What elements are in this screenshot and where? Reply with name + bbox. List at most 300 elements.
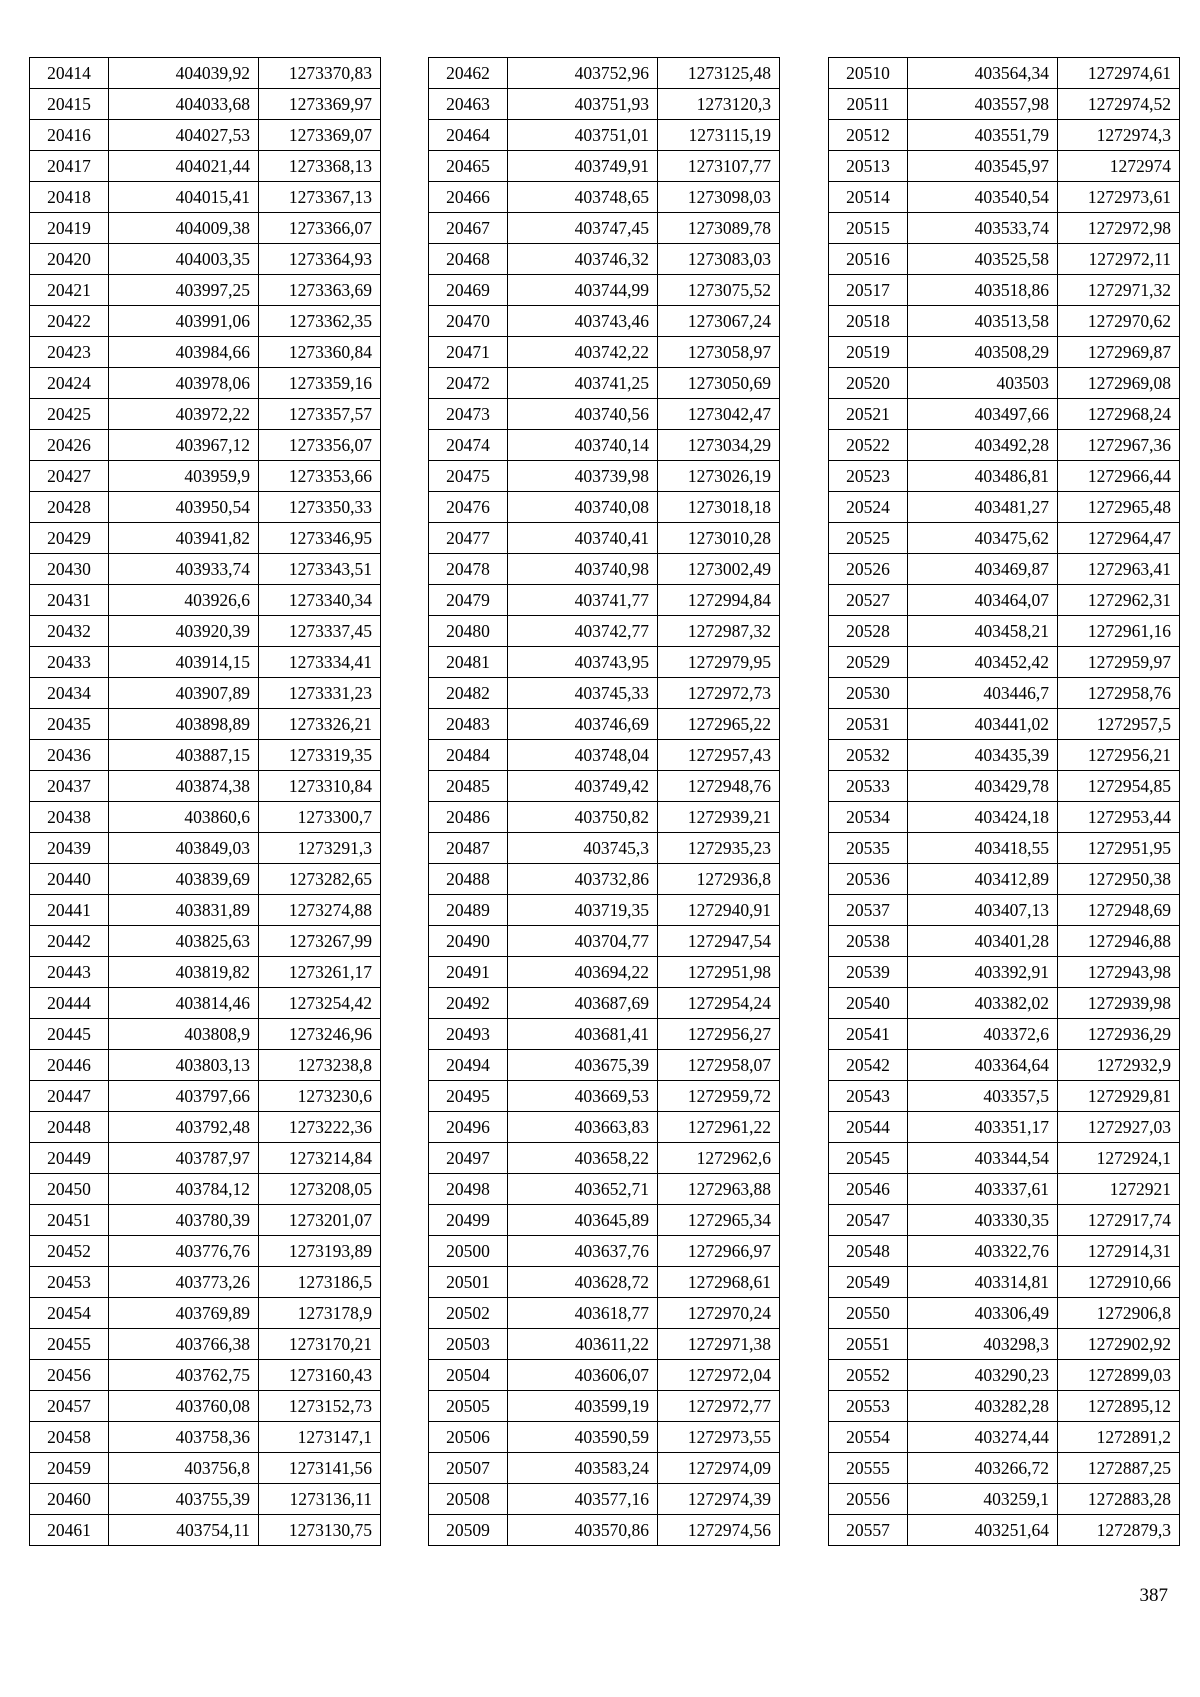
x-coordinate-cell: 403282,28 [908, 1391, 1058, 1422]
x-coordinate-cell: 403920,39 [109, 616, 259, 647]
x-coordinate-cell: 403663,83 [508, 1112, 658, 1143]
table-row [30, 678, 381, 709]
x-coordinate-cell: 404027,53 [109, 120, 259, 151]
y-coordinate-cell: 1273254,42 [259, 988, 381, 1019]
table-row [829, 957, 1180, 988]
y-coordinate-cell: 1273010,28 [658, 523, 780, 554]
point-number-cell: 20452 [30, 1236, 109, 1267]
x-coordinate-cell: 403508,29 [908, 337, 1058, 368]
table-row [429, 1205, 780, 1236]
table-row [429, 306, 780, 337]
point-number-cell: 20520 [829, 368, 908, 399]
y-coordinate-cell: 1273222,36 [259, 1112, 381, 1143]
y-coordinate-cell: 1273058,97 [658, 337, 780, 368]
table-row [829, 1391, 1180, 1422]
point-number-cell: 20545 [829, 1143, 908, 1174]
x-coordinate-cell: 403898,89 [109, 709, 259, 740]
point-number-cell: 20443 [30, 957, 109, 988]
y-coordinate-cell: 1272932,9 [1058, 1050, 1180, 1081]
table-row [429, 1081, 780, 1112]
y-coordinate-cell: 1273246,96 [259, 1019, 381, 1050]
y-coordinate-cell: 1272902,92 [1058, 1329, 1180, 1360]
y-coordinate-cell: 1273340,34 [259, 585, 381, 616]
y-coordinate-cell: 1273343,51 [259, 554, 381, 585]
y-coordinate-cell: 1273098,03 [658, 182, 780, 213]
x-coordinate-cell: 403740,56 [508, 399, 658, 430]
point-number-cell: 20438 [30, 802, 109, 833]
point-number-cell: 20515 [829, 213, 908, 244]
coordinate-table-2 [428, 57, 780, 1546]
x-coordinate-cell: 403744,99 [508, 275, 658, 306]
point-number-cell: 20524 [829, 492, 908, 523]
point-number-cell: 20494 [429, 1050, 508, 1081]
x-coordinate-cell: 403743,95 [508, 647, 658, 678]
table-row [429, 368, 780, 399]
table-row [829, 492, 1180, 523]
table-row [429, 926, 780, 957]
table-row [429, 771, 780, 802]
table-row [829, 461, 1180, 492]
y-coordinate-cell: 1273337,45 [259, 616, 381, 647]
x-coordinate-cell: 403743,46 [508, 306, 658, 337]
table-row [829, 988, 1180, 1019]
table-row [30, 740, 381, 771]
point-number-cell: 20550 [829, 1298, 908, 1329]
table-row [429, 1236, 780, 1267]
x-coordinate-cell: 403747,45 [508, 213, 658, 244]
x-coordinate-cell: 403513,58 [908, 306, 1058, 337]
y-coordinate-cell: 1272936,8 [658, 864, 780, 895]
x-coordinate-cell: 403577,16 [508, 1484, 658, 1515]
y-coordinate-cell: 1272953,44 [1058, 802, 1180, 833]
y-coordinate-cell: 1273359,16 [259, 368, 381, 399]
table-row [829, 306, 1180, 337]
table-row [429, 1019, 780, 1050]
x-coordinate-cell: 403887,15 [109, 740, 259, 771]
x-coordinate-cell: 403814,46 [109, 988, 259, 1019]
x-coordinate-cell: 403950,54 [109, 492, 259, 523]
x-coordinate-cell: 403429,78 [908, 771, 1058, 802]
x-coordinate-cell: 403831,89 [109, 895, 259, 926]
point-number-cell: 20417 [30, 151, 109, 182]
x-coordinate-cell: 403464,07 [908, 585, 1058, 616]
table-row [429, 554, 780, 585]
x-coordinate-cell: 403758,36 [109, 1422, 259, 1453]
point-number-cell: 20457 [30, 1391, 109, 1422]
point-number-cell: 20554 [829, 1422, 908, 1453]
x-coordinate-cell: 403746,32 [508, 244, 658, 275]
point-number-cell: 20528 [829, 616, 908, 647]
point-number-cell: 20482 [429, 678, 508, 709]
table-row [429, 461, 780, 492]
x-coordinate-cell: 403719,35 [508, 895, 658, 926]
x-coordinate-cell: 403766,38 [109, 1329, 259, 1360]
table-row [829, 802, 1180, 833]
x-coordinate-cell: 403755,39 [109, 1484, 259, 1515]
y-coordinate-cell: 1273170,21 [259, 1329, 381, 1360]
x-coordinate-cell: 403849,03 [109, 833, 259, 864]
x-coordinate-cell: 403959,9 [109, 461, 259, 492]
x-coordinate-cell: 403344,54 [908, 1143, 1058, 1174]
table-row [30, 1422, 381, 1453]
point-number-cell: 20487 [429, 833, 508, 864]
x-coordinate-cell: 403808,9 [109, 1019, 259, 1050]
y-coordinate-cell: 1273075,52 [658, 275, 780, 306]
table-row [30, 1112, 381, 1143]
point-number-cell: 20526 [829, 554, 908, 585]
point-number-cell: 20519 [829, 337, 908, 368]
point-number-cell: 20556 [829, 1484, 908, 1515]
y-coordinate-cell: 1273267,99 [259, 926, 381, 957]
y-coordinate-cell: 1273208,05 [259, 1174, 381, 1205]
table-row [429, 275, 780, 306]
table-row [429, 89, 780, 120]
x-coordinate-cell: 403418,55 [908, 833, 1058, 864]
y-coordinate-cell: 1272970,24 [658, 1298, 780, 1329]
table-row [829, 647, 1180, 678]
y-coordinate-cell: 1272951,98 [658, 957, 780, 988]
table-row [30, 1391, 381, 1422]
x-coordinate-cell: 403991,06 [109, 306, 259, 337]
table-row [30, 1360, 381, 1391]
y-coordinate-cell: 1273042,47 [658, 399, 780, 430]
table-row [429, 678, 780, 709]
point-number-cell: 20553 [829, 1391, 908, 1422]
table-row [429, 957, 780, 988]
y-coordinate-cell: 1272954,24 [658, 988, 780, 1019]
point-number-cell: 20475 [429, 461, 508, 492]
point-number-cell: 20458 [30, 1422, 109, 1453]
table-row [829, 523, 1180, 554]
y-coordinate-cell: 1272957,43 [658, 740, 780, 771]
y-coordinate-cell: 1272910,66 [1058, 1267, 1180, 1298]
point-number-cell: 20480 [429, 616, 508, 647]
point-number-cell: 20548 [829, 1236, 908, 1267]
point-number-cell: 20493 [429, 1019, 508, 1050]
x-coordinate-cell: 403748,04 [508, 740, 658, 771]
x-coordinate-cell: 403751,01 [508, 120, 658, 151]
point-number-cell: 20540 [829, 988, 908, 1019]
x-coordinate-cell: 403392,91 [908, 957, 1058, 988]
y-coordinate-cell: 1272963,88 [658, 1174, 780, 1205]
x-coordinate-cell: 403860,6 [109, 802, 259, 833]
y-coordinate-cell: 1272973,55 [658, 1422, 780, 1453]
table-row [829, 1484, 1180, 1515]
x-coordinate-cell: 403797,66 [109, 1081, 259, 1112]
x-coordinate-cell: 403675,39 [508, 1050, 658, 1081]
table-row [429, 895, 780, 926]
table-row [829, 89, 1180, 120]
point-number-cell: 20414 [30, 58, 109, 89]
table-row [429, 1453, 780, 1484]
y-coordinate-cell: 1272917,74 [1058, 1205, 1180, 1236]
x-coordinate-cell: 403298,3 [908, 1329, 1058, 1360]
x-coordinate-cell: 403469,87 [908, 554, 1058, 585]
y-coordinate-cell: 1273334,41 [259, 647, 381, 678]
point-number-cell: 20426 [30, 430, 109, 461]
table-row [829, 151, 1180, 182]
y-coordinate-cell: 1272972,77 [658, 1391, 780, 1422]
table-row [30, 585, 381, 616]
x-coordinate-cell: 403497,66 [908, 399, 1058, 430]
point-number-cell: 20440 [30, 864, 109, 895]
x-coordinate-cell: 403382,02 [908, 988, 1058, 1019]
table-row [829, 58, 1180, 89]
y-coordinate-cell: 1273357,57 [259, 399, 381, 430]
table-row [829, 1515, 1180, 1546]
y-coordinate-cell: 1272924,1 [1058, 1143, 1180, 1174]
table-row [30, 275, 381, 306]
table-row [30, 213, 381, 244]
y-coordinate-cell: 1272899,03 [1058, 1360, 1180, 1391]
table-row [829, 1205, 1180, 1236]
point-number-cell: 20427 [30, 461, 109, 492]
point-number-cell: 20459 [30, 1453, 109, 1484]
x-coordinate-cell: 403756,8 [109, 1453, 259, 1484]
table-row [829, 399, 1180, 430]
y-coordinate-cell: 1272954,85 [1058, 771, 1180, 802]
table-row [30, 1267, 381, 1298]
point-number-cell: 20495 [429, 1081, 508, 1112]
point-number-cell: 20504 [429, 1360, 508, 1391]
y-coordinate-cell: 1272887,25 [1058, 1453, 1180, 1484]
table-row [829, 337, 1180, 368]
y-coordinate-cell: 1272964,47 [1058, 523, 1180, 554]
y-coordinate-cell: 1272962,6 [658, 1143, 780, 1174]
table-row [429, 399, 780, 430]
x-coordinate-cell: 403780,39 [109, 1205, 259, 1236]
y-coordinate-cell: 1272947,54 [658, 926, 780, 957]
point-number-cell: 20424 [30, 368, 109, 399]
table-row [30, 244, 381, 275]
x-coordinate-cell: 403740,98 [508, 554, 658, 585]
point-number-cell: 20431 [30, 585, 109, 616]
x-coordinate-cell: 403704,77 [508, 926, 658, 957]
point-number-cell: 20516 [829, 244, 908, 275]
y-coordinate-cell: 1272974,09 [658, 1453, 780, 1484]
y-coordinate-cell: 1272921 [1058, 1174, 1180, 1205]
x-coordinate-cell: 403754,11 [109, 1515, 259, 1546]
x-coordinate-cell: 403907,89 [109, 678, 259, 709]
x-coordinate-cell: 403819,82 [109, 957, 259, 988]
y-coordinate-cell: 1273130,75 [259, 1515, 381, 1546]
y-coordinate-cell: 1272972,04 [658, 1360, 780, 1391]
table-row [429, 523, 780, 554]
point-number-cell: 20542 [829, 1050, 908, 1081]
x-coordinate-cell: 404009,38 [109, 213, 259, 244]
point-number-cell: 20551 [829, 1329, 908, 1360]
point-number-cell: 20420 [30, 244, 109, 275]
x-coordinate-cell: 404033,68 [109, 89, 259, 120]
x-coordinate-cell: 403669,53 [508, 1081, 658, 1112]
point-number-cell: 20483 [429, 709, 508, 740]
table-row [829, 833, 1180, 864]
table-row [30, 89, 381, 120]
table-row [30, 399, 381, 430]
y-coordinate-cell: 1272966,97 [658, 1236, 780, 1267]
point-number-cell: 20539 [829, 957, 908, 988]
table-row [829, 709, 1180, 740]
y-coordinate-cell: 1272974,52 [1058, 89, 1180, 120]
point-number-cell: 20435 [30, 709, 109, 740]
point-number-cell: 20436 [30, 740, 109, 771]
y-coordinate-cell: 1272959,97 [1058, 647, 1180, 678]
x-coordinate-cell: 403762,75 [109, 1360, 259, 1391]
x-coordinate-cell: 403266,72 [908, 1453, 1058, 1484]
point-number-cell: 20538 [829, 926, 908, 957]
y-coordinate-cell: 1273238,8 [259, 1050, 381, 1081]
table-row [429, 1143, 780, 1174]
x-coordinate-cell: 403322,76 [908, 1236, 1058, 1267]
point-number-cell: 20499 [429, 1205, 508, 1236]
y-coordinate-cell: 1273362,35 [259, 306, 381, 337]
table-row [429, 1298, 780, 1329]
point-number-cell: 20439 [30, 833, 109, 864]
table-row [829, 1267, 1180, 1298]
point-number-cell: 20470 [429, 306, 508, 337]
table-row [829, 430, 1180, 461]
x-coordinate-cell: 403412,89 [908, 864, 1058, 895]
y-coordinate-cell: 1273018,18 [658, 492, 780, 523]
y-coordinate-cell: 1272968,61 [658, 1267, 780, 1298]
x-coordinate-cell: 403435,39 [908, 740, 1058, 771]
y-coordinate-cell: 1272962,31 [1058, 585, 1180, 616]
table-row [30, 1298, 381, 1329]
table-row [429, 1391, 780, 1422]
x-coordinate-cell: 403652,71 [508, 1174, 658, 1205]
x-coordinate-cell: 404003,35 [109, 244, 259, 275]
y-coordinate-cell: 1273214,84 [259, 1143, 381, 1174]
point-number-cell: 20415 [30, 89, 109, 120]
y-coordinate-cell: 1273115,19 [658, 120, 780, 151]
table-row [30, 833, 381, 864]
table-row [429, 1515, 780, 1546]
table-row [829, 1422, 1180, 1453]
point-number-cell: 20502 [429, 1298, 508, 1329]
table-row [829, 1453, 1180, 1484]
x-coordinate-cell: 403750,82 [508, 802, 658, 833]
point-number-cell: 20547 [829, 1205, 908, 1236]
x-coordinate-cell: 403628,72 [508, 1267, 658, 1298]
table-row [829, 1081, 1180, 1112]
table-row [829, 182, 1180, 213]
y-coordinate-cell: 1273369,97 [259, 89, 381, 120]
x-coordinate-cell: 403739,98 [508, 461, 658, 492]
x-coordinate-cell: 403658,22 [508, 1143, 658, 1174]
x-coordinate-cell: 403803,13 [109, 1050, 259, 1081]
point-number-cell: 20496 [429, 1112, 508, 1143]
table-row [30, 647, 381, 678]
y-coordinate-cell: 1272972,98 [1058, 213, 1180, 244]
y-coordinate-cell: 1272972,11 [1058, 244, 1180, 275]
point-number-cell: 20421 [30, 275, 109, 306]
x-coordinate-cell: 403401,28 [908, 926, 1058, 957]
y-coordinate-cell: 1272974,56 [658, 1515, 780, 1546]
y-coordinate-cell: 1273034,29 [658, 430, 780, 461]
point-number-cell: 20469 [429, 275, 508, 306]
point-number-cell: 20485 [429, 771, 508, 802]
point-number-cell: 20463 [429, 89, 508, 120]
table-row [30, 461, 381, 492]
x-coordinate-cell: 403926,6 [109, 585, 259, 616]
point-number-cell: 20425 [30, 399, 109, 430]
y-coordinate-cell: 1273160,43 [259, 1360, 381, 1391]
point-number-cell: 20430 [30, 554, 109, 585]
y-coordinate-cell: 1272987,32 [658, 616, 780, 647]
x-coordinate-cell: 403606,07 [508, 1360, 658, 1391]
y-coordinate-cell: 1272946,88 [1058, 926, 1180, 957]
x-coordinate-cell: 403752,96 [508, 58, 658, 89]
y-coordinate-cell: 1273310,84 [259, 771, 381, 802]
y-coordinate-cell: 1272965,34 [658, 1205, 780, 1236]
table-row [429, 864, 780, 895]
point-number-cell: 20441 [30, 895, 109, 926]
y-coordinate-cell: 1272973,61 [1058, 182, 1180, 213]
table-row [829, 1050, 1180, 1081]
y-coordinate-cell: 1273136,11 [259, 1484, 381, 1515]
table-row [30, 616, 381, 647]
point-number-cell: 20513 [829, 151, 908, 182]
table-row [829, 926, 1180, 957]
y-coordinate-cell: 1272957,5 [1058, 709, 1180, 740]
x-coordinate-cell: 403364,64 [908, 1050, 1058, 1081]
table-row [30, 1019, 381, 1050]
y-coordinate-cell: 1272979,95 [658, 647, 780, 678]
table-row [429, 616, 780, 647]
x-coordinate-cell: 403745,33 [508, 678, 658, 709]
table-row [429, 120, 780, 151]
table-row [829, 1329, 1180, 1360]
table-row [30, 988, 381, 1019]
table-row [30, 1236, 381, 1267]
x-coordinate-cell: 403732,86 [508, 864, 658, 895]
table-row [30, 120, 381, 151]
point-number-cell: 20465 [429, 151, 508, 182]
point-number-cell: 20523 [829, 461, 908, 492]
x-coordinate-cell: 403748,65 [508, 182, 658, 213]
table-row [829, 275, 1180, 306]
x-coordinate-cell: 403351,17 [908, 1112, 1058, 1143]
x-coordinate-cell: 403570,86 [508, 1515, 658, 1546]
point-number-cell: 20546 [829, 1174, 908, 1205]
y-coordinate-cell: 1272971,32 [1058, 275, 1180, 306]
y-coordinate-cell: 1272963,41 [1058, 554, 1180, 585]
point-number-cell: 20555 [829, 1453, 908, 1484]
y-coordinate-cell: 1273291,3 [259, 833, 381, 864]
table-row [30, 1453, 381, 1484]
x-coordinate-cell: 403274,44 [908, 1422, 1058, 1453]
point-number-cell: 20530 [829, 678, 908, 709]
x-coordinate-cell: 403475,62 [908, 523, 1058, 554]
point-number-cell: 20472 [429, 368, 508, 399]
y-coordinate-cell: 1272965,48 [1058, 492, 1180, 523]
x-coordinate-cell: 403787,97 [109, 1143, 259, 1174]
point-number-cell: 20423 [30, 337, 109, 368]
x-coordinate-cell: 403314,81 [908, 1267, 1058, 1298]
x-coordinate-cell: 403564,34 [908, 58, 1058, 89]
x-coordinate-cell: 403446,7 [908, 678, 1058, 709]
table-row [829, 1360, 1180, 1391]
table-row [30, 337, 381, 368]
table-row [30, 771, 381, 802]
point-number-cell: 20498 [429, 1174, 508, 1205]
point-number-cell: 20505 [429, 1391, 508, 1422]
point-number-cell: 20432 [30, 616, 109, 647]
point-number-cell: 20497 [429, 1143, 508, 1174]
table-row [429, 213, 780, 244]
x-coordinate-cell: 403741,77 [508, 585, 658, 616]
x-coordinate-cell: 404021,44 [109, 151, 259, 182]
